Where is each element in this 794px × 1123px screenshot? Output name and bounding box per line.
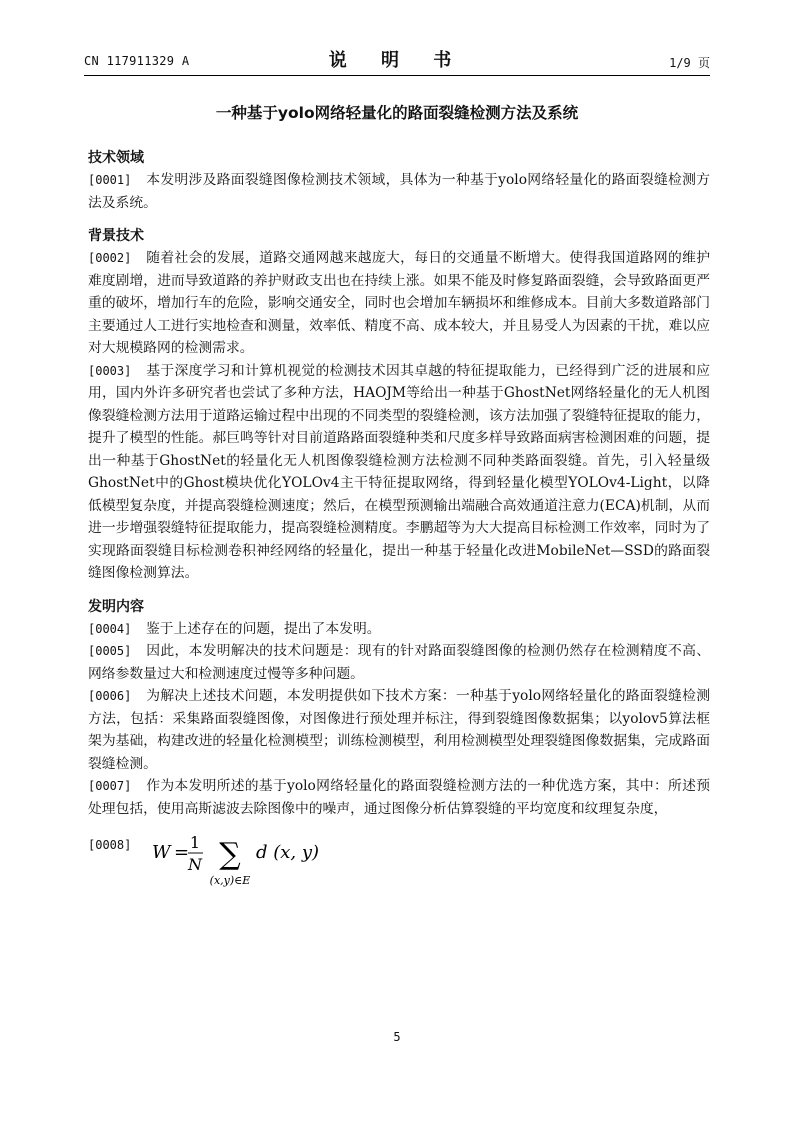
paragraph-number: [0002]: [88, 251, 132, 265]
width-formula: [148, 824, 368, 888]
paragraph-number: [0005]: [88, 644, 132, 658]
paragraph-text: 为解决上述技术问题，本发明提供如下技术方案：一种基于yolo网络轻量化的路面裂缝检测方法，包括：采集路面裂缝图像，对图像进行预处理并标注，得到裂缝图像数据集；以yolov5算法框架为基础，构建改进的轻量化检测模型；训练检测模型，利用检测模型处理裂缝图像数据集，完成路面裂缝检测。: [88, 688, 710, 772]
formula-block: [88, 824, 710, 888]
summation-index: (x,y)∈E: [209, 874, 251, 887]
section-heading: 发明内容: [88, 598, 144, 615]
header-rule: [84, 75, 710, 76]
section-heading: 背景技术: [88, 228, 144, 244]
paragraph: [88, 640, 710, 685]
paragraph-number: [0001]: [88, 173, 132, 187]
formula-equals: =: [174, 842, 190, 863]
paragraph: [88, 169, 710, 214]
formula-term: d (x, y): [256, 842, 320, 863]
document-title: 一种基于yolo网络轻量化的路面裂缝检测方法及系统: [215, 104, 579, 122]
paragraph-number: [0006]: [88, 689, 132, 703]
formula-numerator: 1: [189, 833, 201, 852]
document-type: 说 明 书: [328, 50, 466, 71]
paragraph: [88, 775, 710, 820]
paragraph-number: [0008]: [88, 838, 132, 852]
paragraph: [88, 685, 710, 775]
formula-lhs: W: [152, 842, 171, 863]
paragraph-text: 作为本发明所述的基于yolo网络轻量化的路面裂缝检测方法的一种优选方案，其中：所述预处理包括，使用高斯滤波去除图像中的噪声，通过图像分析估算裂缝的平均宽度和纹理复杂度，: [88, 778, 710, 817]
paragraph-text: 鉴于上述存在的问题，提出了本发明。: [146, 620, 381, 637]
page-indicator: 1/9 页: [669, 56, 710, 70]
document-body: [88, 148, 710, 888]
paragraph: [88, 247, 710, 360]
page-number: 5: [393, 1030, 401, 1044]
page-header: [84, 44, 710, 76]
paragraph: [88, 360, 710, 585]
formula-denominator: N: [188, 855, 202, 874]
paragraph-text: 本发明涉及路面裂缝图像检测技术领域，具体为一种基于yolo网络轻量化的路面裂缝检测方法及系统。: [88, 172, 710, 211]
paragraph-number: [0004]: [88, 621, 132, 636]
paragraph-number: [0003]: [88, 363, 132, 378]
paragraph-text: 基于深度学习和计算机视觉的检测技术因其卓越的特征提取能力，已经得到广泛的进展和应用，国内外许多研究者也尝试了多种方法，HAOJM等给出一种基于GhostNet网络轻量化的无人机图像裂缝检测方法用于道路运输过程中出现的不同类型的裂缝检测，该方法加强了裂缝特征提取的能力，提升了模型的性能。郝巨鸣等针对目前道路路面裂缝种类和尺度多样导致路面病害检测困难的问题，提出一种基于GhostNet的轻量化无人机图像裂缝检测方法检测不同种类路面裂缝。首先，引入轻量级GhostNet中的Ghost模块优化YOLOv4主干特征提取网络，得到轻量化模型YOLOv4-Light，以降低模型复杂度，并提高裂缝检测速度；然后，在模型预测输出端融合高效通道注意力(ECA)机制，从而进一步增强裂缝特征提取能力，提高裂缝检测精度。李鹏超等为大大提高目标检测工作效率，同时为了实现路面裂缝目标检测卷积神经网络的轻量化，提出一种基于轻量化改进MobileNet—SSD的路面裂缝图像检测算法。: [88, 362, 710, 581]
paragraph-text: 随着社会的发展，道路交通网越来越庞大，每日的交通量不断增大。使得我国道路网的维护难度剧增，进而导致道路的养护财政支出也在持续上涨。如果不能及时修复路面裂缝，会导致路面更严重的破坏，增加行车的危险，影响交通安全，同时也会增加车辆损坏和维修成本。目前大多数道路部门主要通过人工进行实地检查和测量，效率低、精度不高、成本较大，并且易受人为因素的干扰，难以应对大规模路网的检测需求。: [88, 250, 710, 356]
paragraph: [88, 618, 710, 641]
section-heading: 技术领域: [88, 150, 144, 166]
patent-number: CN 117911329 A: [84, 54, 190, 68]
summation-symbol: ∑: [219, 837, 241, 872]
paragraph-number: [0007]: [88, 779, 132, 793]
paragraph-text: 因此，本发明解决的技术问题是：现有的针对路面裂缝图像的检测仍然存在检测精度不高、网络参数量过大和检测速度过慢等多种问题。: [88, 643, 710, 682]
